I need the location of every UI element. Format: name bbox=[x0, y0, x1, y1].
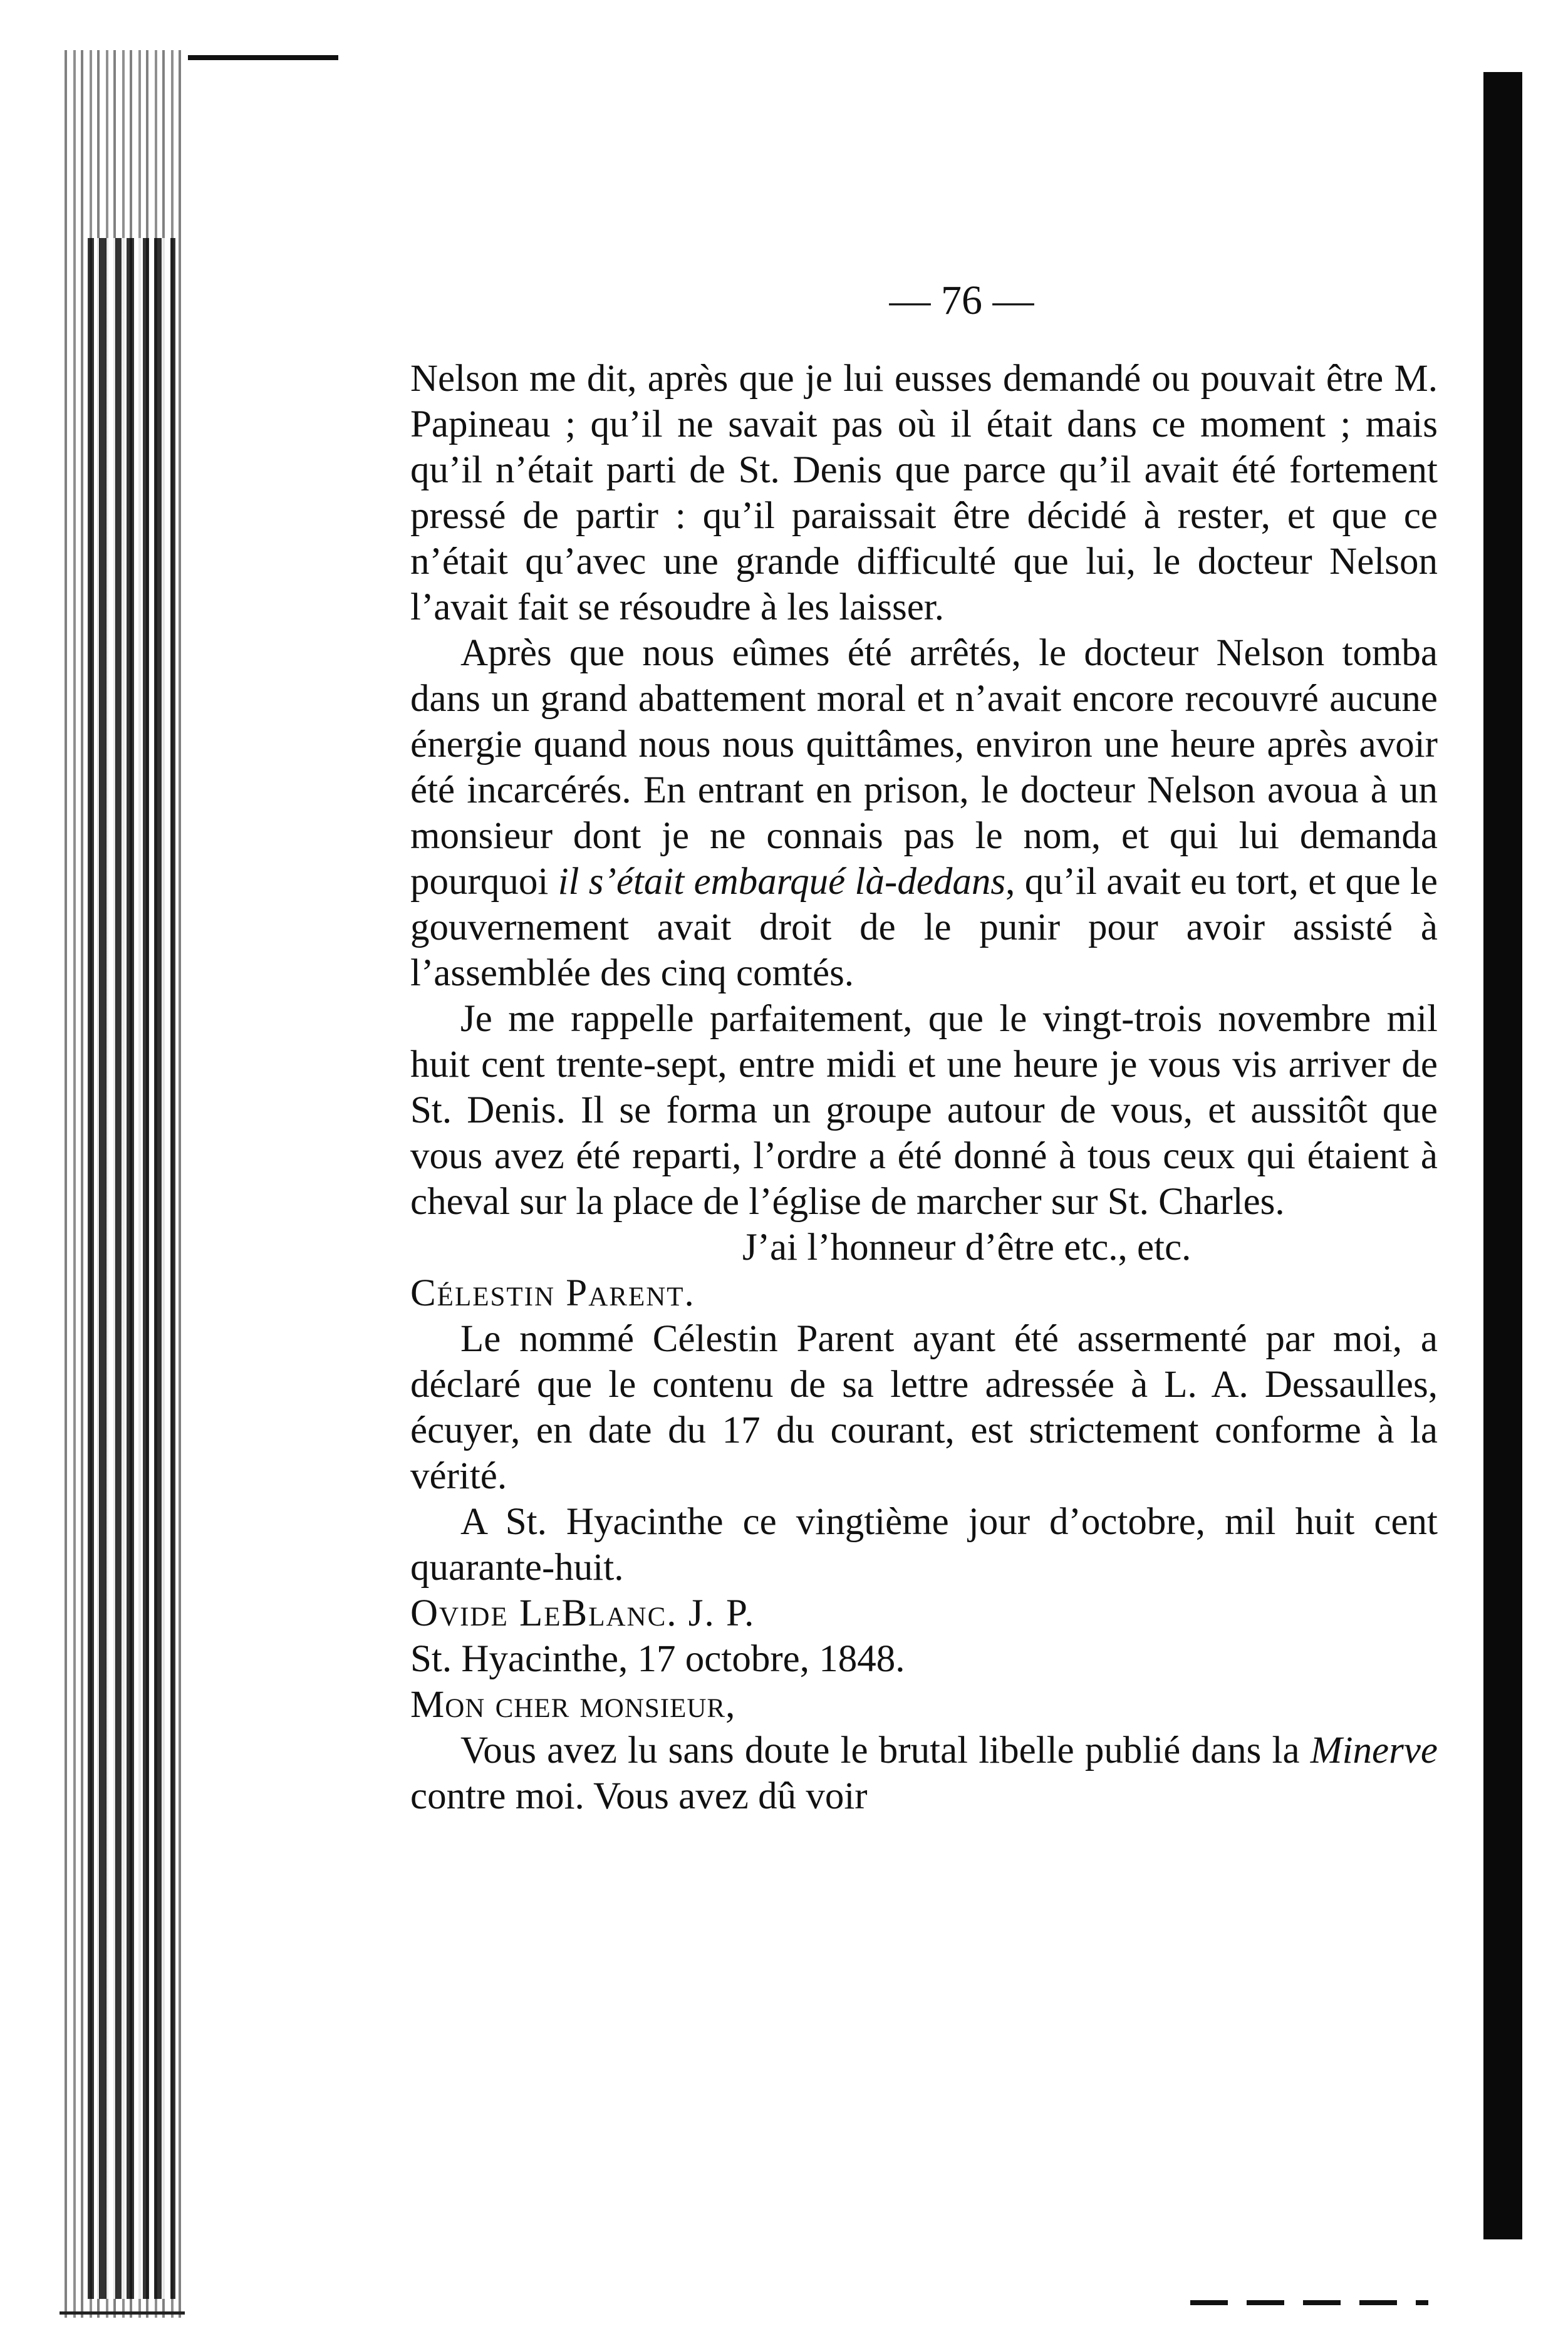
paragraph-2-end: , qu’il avait eu tort, et que le gouvernement avait droit de le punir pour avoir assisté à l’assemblée des cinq comtés. bbox=[410, 861, 1438, 994]
body-text bbox=[410, 356, 1438, 1819]
book-page bbox=[410, 276, 1438, 1819]
salutation: Mon cher monsieur, bbox=[410, 1684, 736, 1726]
paragraph-1: Nelson me dit, après que je lui eusses demandé ou pouvait être M. Papineau ; qu’il ne savait pas où il était dans ce moment ; mais qu’il n’était parti de St. Denis que parce qu’il avait été fortement pressé de partir : qu’il paraissait être décidé à rester, et que ce n’était qu’avec une grande difficulté que lui, le docteur Nelson l’avait fait se résoudre à les laisser. bbox=[410, 358, 1438, 628]
paragraph-2-start: Après que nous eûmes été arrêtés, le docteur Nelson tomba dans un grand abattement moral et n’avait encore recouvré aucune énergie quand nous nous quittâmes, environ une heure après avoir été incarcérés. En entrant en prison, le docteur Nelson avoua à un monsieur dont je ne connais pas le nom, et qui lui demanda pourquoi bbox=[410, 632, 1438, 903]
paragraph-6 bbox=[410, 1728, 1438, 1819]
paragraph-2 bbox=[410, 630, 1438, 996]
paragraph-4: Le nommé Célestin Parent ayant été assermenté par moi, a déclaré que le contenu de sa lettre adressée à L. A. Dessaulles, écuyer, en date du 17 du courant, est strictement conforme à la vérité. bbox=[410, 1318, 1438, 1497]
scan-bottom-left-mark bbox=[60, 2311, 185, 2315]
scan-top-mark bbox=[188, 55, 338, 60]
page-number: — 76 — bbox=[889, 277, 1034, 323]
paragraph-6-start: Vous avez lu sans doute le brutal libelle publié dans la bbox=[460, 1730, 1311, 1771]
letter-date: St. Hyacinthe, 17 octobre, 1848. bbox=[410, 1638, 905, 1680]
paragraph-6-italic: Minerve bbox=[1310, 1730, 1438, 1771]
scan-bottom-marks bbox=[1190, 2300, 1428, 2305]
paragraph-2-italic: il s’était embarqué là-dedans bbox=[558, 861, 1006, 903]
paragraph-5: A St. Hyacinthe ce vingtième jour d’octobre, mil huit cent quarante-huit. bbox=[410, 1501, 1438, 1589]
paragraph-6-end: contre moi. Vous avez dû voir bbox=[410, 1775, 868, 1817]
scan-binding-edge bbox=[88, 238, 175, 2299]
scan-right-edge bbox=[1483, 72, 1522, 2239]
signature-ovide-leblanc: Ovide LeBlanc. J. P. bbox=[410, 1592, 755, 1634]
paragraph-3: Je me rappelle parfaitement, que le vingt-trois novembre mil huit cent trente-sept, entre midi et une heure je vous vis arriver de St. Denis. Il se forma un groupe autour de vous, et aussitôt que vous avez été reparti, l’ordre a été donné à tous ceux qui étaient à cheval sur la place de l’église de marcher sur St. Charles. bbox=[410, 998, 1438, 1223]
signature-celestin-parent: Célestin Parent. bbox=[410, 1272, 695, 1314]
closing-formula: J’ai l’honneur d’être etc., etc. bbox=[742, 1227, 1192, 1268]
